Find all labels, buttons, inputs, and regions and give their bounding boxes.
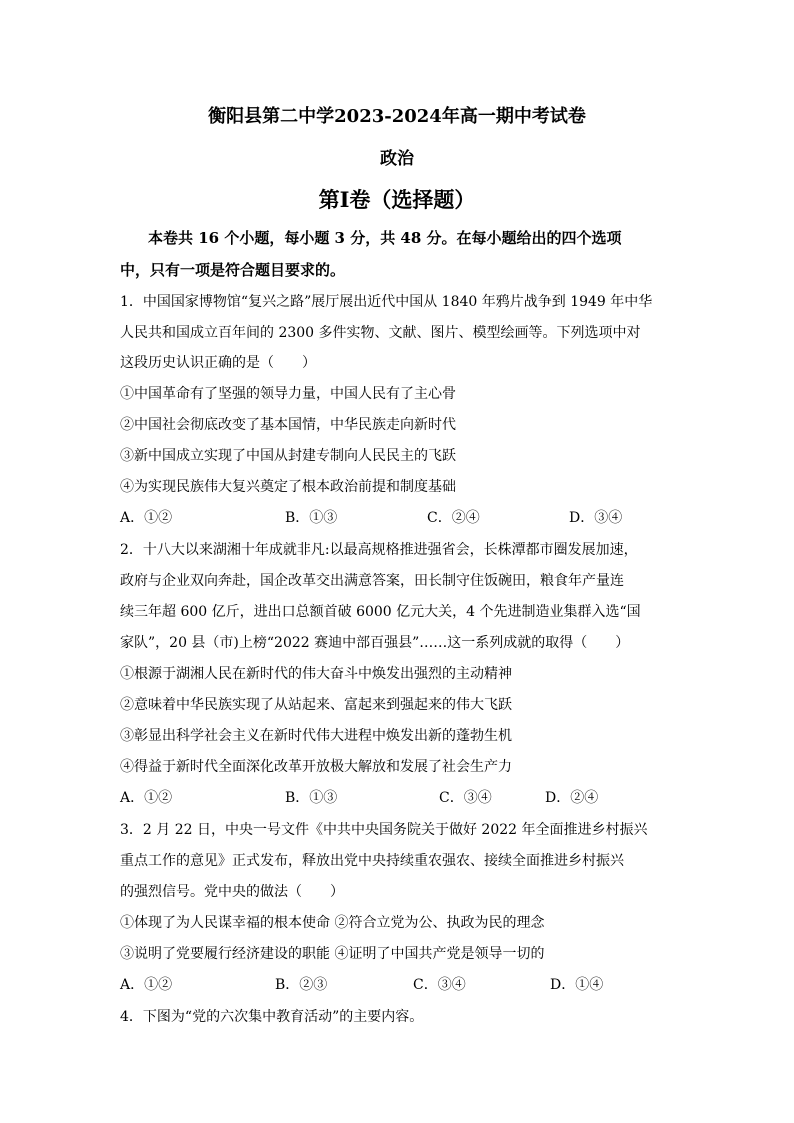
q2-stem-line: 家队”，20 县（市)上榜“2022 赛迪中部百强县”……这一系列成就的取得（ ） (120, 635, 630, 651)
q3-option-b: B．②③ (275, 977, 328, 993)
q1-stem-line: 这段历史认识正确的是（ ） (120, 355, 316, 371)
q2-item: ①根源于湖湘人民在新时代的伟大奋斗中焕发出强烈的主动精神 (120, 666, 512, 682)
q1-option-b: B．①③ (285, 510, 338, 526)
q1-stem-line: 人民共和国成立百年间的 2300 多件实物、文献、图片、模型绘画等。下列选项中对 (120, 325, 641, 341)
instructions-line-2: 中，只有一项是符合题目要求的。 (120, 261, 346, 279)
q2-stem-line: 续三年超 600 亿斤，进出口总额首破 6000 亿元大关，4 个先进制造业集群入选“国 (120, 604, 641, 620)
q1-option-a: A．①② (120, 510, 173, 526)
q2-option-c: C．③④ (439, 790, 492, 806)
q3-stem-line: 重点工作的意见》正式发布，释放出党中央持续重农强农、接续全面推进乡村振兴 (120, 853, 624, 869)
q2-stem-line: 2．十八大以来湖湘十年成就非凡:以最高规格推进强省会，长株潭都市圈发展加速， (120, 542, 638, 558)
q1-item: ④为实现民族伟大复兴奠定了根本政治前提和制度基础 (120, 479, 456, 495)
q1-option-c: C．②④ (427, 510, 480, 526)
q4-stem-line: 4．下图为“党的六次集中教育活动”的主要内容。 (120, 1009, 424, 1025)
q1-stem-line: 1．中国国家博物馆“复兴之路”展厅展出近代中国从 1840 年鸦片战争到 1949 年中华 (120, 294, 653, 310)
q2-stem-line: 政府与企业双向奔赴，国企改革交出满意答案，田长制守住饭碗田，粮食年产量连 (120, 573, 624, 589)
q3-item: ①体现了为人民谋幸福的根本使命 ②符合立党为公、执政为民的理念 (120, 915, 545, 931)
q1-item: ②中国社会彻底改变了基本国情，中华民族走向新时代 (120, 417, 456, 433)
q3-stem-line: 3．2 月 22 日，中央一号文件《中共中央国务院关于做好 2022 年全面推进乡村振兴 (120, 822, 648, 838)
q1-item: ①中国革命有了坚强的领导力量，中国人民有了主心骨 (120, 386, 456, 402)
q1-option-d: D．③④ (569, 510, 623, 526)
exam-title: 衡阳县第二中学2023-2024年高一期中考试卷 (208, 106, 586, 127)
q2-item: ③彰显出科学社会主义在新时代伟大进程中焕发出新的蓬勃生机 (120, 728, 512, 744)
q2-option-d: D．②④ (545, 790, 599, 806)
section-heading: 第Ⅰ卷（选择题） (318, 187, 476, 212)
q2-item: ②意味着中华民族实现了从站起来、富起来到强起来的伟大飞跃 (120, 697, 512, 713)
q2-option-b: B．①③ (285, 790, 338, 806)
q3-option-d: D．①④ (550, 977, 604, 993)
q2-item: ④得益于新时代全面深化改革开放极大解放和发展了社会生产力 (120, 759, 512, 775)
subject-heading: 政治 (380, 149, 414, 169)
q3-stem-line: 的强烈信号。党中央的做法（ ） (120, 884, 344, 900)
instructions-line-1: 本卷共 16 个小题，每小题 3 分，共 48 分。在每小题给出的四个选项 (148, 229, 622, 247)
q3-option-a: A．①② (120, 977, 173, 993)
q3-option-c: C．③④ (413, 977, 466, 993)
q2-option-a: A．①② (120, 790, 173, 806)
q1-item: ③新中国成立实现了中国从封建专制向人民民主的飞跃 (120, 448, 456, 464)
q3-item: ③说明了党要履行经济建设的职能 ④证明了中国共产党是领导一切的 (120, 946, 545, 962)
